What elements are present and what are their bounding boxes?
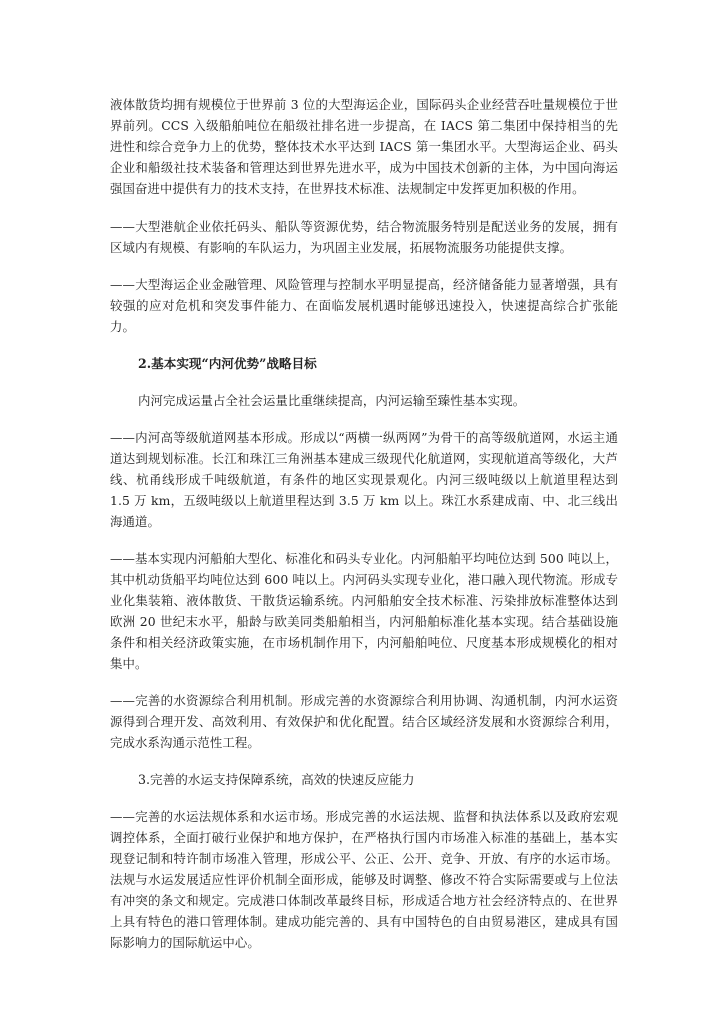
paragraph-8: ——完善的水运法规体系和水运市场。形成完善的水运法规、监督和执法体系以及政府宏观调控体系，全面打破行业保护和地方保护，在严格执行国内市场准入标准的基础上，基本实现登记制和特许制市场准入管理，形成公平、公正、公开、竞争、开放、有序的水运市场。法规与水运发展适应性评价机制全面形成，能够及时调整、修改不符合实际需要或与上位法有冲突的条文和规定。完成港口体制改革最终目标，形成适合地方社会经济特点的、在世界上具有特色的港口管理体制。建成功能完善的、具有中国特色的自由贸易港区，建成具有国际影响力的国际航运中心。: [110, 809, 618, 950]
paragraph-2: ——大型港航企业依托码头、船队等资源优势，结合物流服务特别是配送业务的发展，拥有区域内有规模、有影响的车队运力，为巩固主业发展，拓展物流服务功能提供支撑。: [110, 219, 618, 255]
paragraph-6: ——基本实现内河船舶大型化、标准化和码头专业化。内河船舶平均吨位达到 500 吨以上，其中机动货船平均吨位达到 600 吨以上。内河码头实现专业化，港口融入现代物流。形成专业化集装箱、液体散货、干散货运输系统。内河船舶安全技术标准、污染排放标准整体达到欧洲 20 世纪末水平，船龄与欧美同类船舶相当，内河船舶标准化基本实现。结合基础设施条件和相关经济政策实施，在市场机制作用下，内河船舶吨位、尺度基本形成规模化的相对集中。: [110, 551, 618, 671]
paragraph-7: ——完善的水资源综合利用机制。形成完善的水资源综合利用协调、沟通机制，内河水运资源得到合理开发、高效利用、有效保护和优化配置。结合区域经济发展和水资源综合利用，完成水系沟通示范性工程。: [110, 693, 618, 750]
paragraph-1: 液体散货均拥有规模位于世界前 3 位的大型海运企业，国际码头企业经营吞吐量规模位于世界前列。CCS 入级船舶吨位在船级社排名进一步提高，在 IACS 第二集团中保持相当的先进性和综合竞争力上的优势，整体技术水平达到 IACS 第一集团水平。大型海运企业、码头企业和船级社技术装备和管理达到世界先进水平，成为中国技术创新的主体，为中国向海运强国奋进中提供有力的技术支持，在世界技术标准、法规制定中发挥更加积极的作用。: [110, 97, 618, 196]
section-heading-2: 2.基本实现“内河优势”战略目标: [138, 356, 317, 371]
paragraph-4: 内河完成运量占全社会运量比重继续提高，内河运输至臻性基本实现。: [138, 393, 526, 408]
section-heading-3: 3.完善的水运支持保障系统，高效的快速反应能力: [138, 772, 415, 787]
paragraph-5: ——内河高等级航道网基本形成。形成以“两横一纵两网”为骨干的高等级航道网，水运主通道达到规划标准。长江和珠江三角洲基本建成三级现代化航道网，实现航道高等级化，大芦线、杭甬线形成千吨级航道，有条件的地区实现景观化。内河三级吨级以上航道里程达到 1.5 万 km，五级吨级以上航道里程达到 3.5 万 km 以上。珠江水系建成南、中、北三线出海通道。: [110, 430, 623, 529]
document-page: [110, 94, 623, 969]
paragraph-3: ——大型海运企业金融管理、风险管理与控制水平明显提高，经济储备能力显著增强，具有较强的应对危机和突发事件能力、在面临发展机遇时能够迅速投入，快速提高综合扩张能力。: [110, 277, 618, 334]
